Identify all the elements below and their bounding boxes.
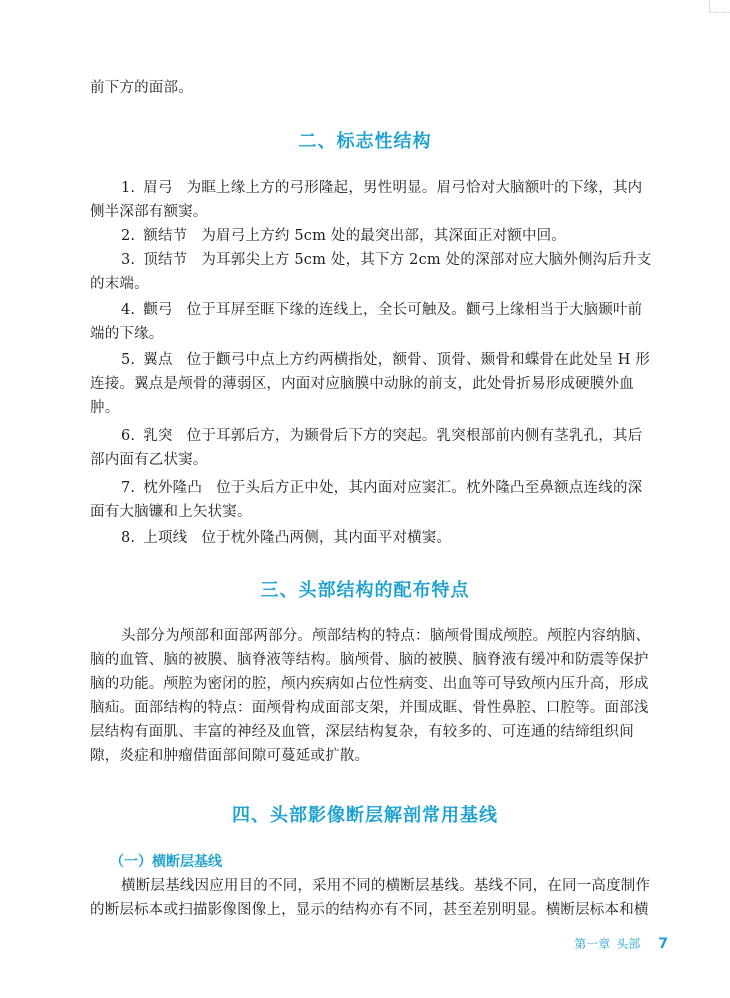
section4-subheading: （一）横断层基线 (110, 854, 222, 870)
section3-paragraph: 头部分为颅部和面部两部分。颅部结构的特点：脑颅骨围成颅腔。颅腔内容纳脑、脑的血管、脑的被膜、脑脊液等结构。脑颅骨、脑的被膜、脑脊液有缓冲和防震等保护脑的功能。颅腔为密闭的腔，颅内疾病如占位性病变、出血等可导致颅内压升高，形成脑疝。面部结构的特点：面颅骨构成面部支架，并围成眶、骨性鼻腔、口腔等。面部浅层结构有面肌、丰富的神经及血管，深层结构复杂，有较多的、可连通的结缔组织间隙，炎症和肿瘤借面部间隙可蔓延或扩散。 (90, 628, 651, 764)
landmark-item: 1. 眉弓 为眶上缘上方的弓形隆起，男性明显。眉弓恰对大脑额叶的下缘，其内侧半深部有额窦。 (90, 180, 643, 220)
intro-line: 前下方的面部。 (90, 80, 193, 96)
landmark-item: 6. 乳突 位于耳郭后方，为颞骨后下方的突起。乳突根部前内侧有茎乳孔，其后部内面有乙状窦。 (90, 428, 643, 468)
page-number: 7 (658, 936, 668, 952)
landmark-item: 7. 枕外隆凸 位于头后方正中处，其内面对应窦汇。枕外隆凸至鼻额点连线的深面有大脑镰和上矢状窦。 (90, 480, 643, 520)
section4-paragraph: 横断层基线因应用目的不同，采用不同的横断层基线。基线不同，在同一高度制作的断层标本或扫描影像图像上，显示的结构亦有不同，甚至差别明显。横断层标本和横 (90, 878, 651, 918)
footer-section: 头部 (616, 937, 641, 951)
landmark-item: 2. 额结节 为眉弓上方约 5cm 处的最突出部，其深面正对额中回。 (121, 228, 567, 244)
landmark-item: 4. 颧弓 位于耳屏至眶下缘的连线上，全长可触及。颧弓上缘相当于大脑颞叶前端的下缘。 (90, 302, 643, 342)
section2-heading: 二、标志性结构 (298, 131, 432, 152)
footer-chapter: 第一章 (574, 937, 611, 951)
landmark-item: 3. 顶结节 为耳郭尖上方 5cm 处，其下方 2cm 处的深部对应大脑外侧沟后升支的末端。 (90, 252, 652, 292)
landmark-item: 5. 翼点 位于颧弓中点上方约两横指处，额骨、顶骨、颞骨和蝶骨在此处呈 H 形连接。翼点是颅骨的薄弱区，内面对应脑膜中动脉的前支，此处骨折易形成硬膜外血肿。 (90, 352, 651, 416)
landmark-item: 8. 上项线 位于枕外隆凸两侧，其内面平对横窦。 (121, 530, 452, 546)
section3-heading: 三、头部结构的配布特点 (260, 580, 470, 601)
section4-heading: 四、头部影像断层解剖常用基线 (232, 805, 498, 826)
page-footer (574, 935, 668, 952)
crop-mark (709, 0, 730, 13)
